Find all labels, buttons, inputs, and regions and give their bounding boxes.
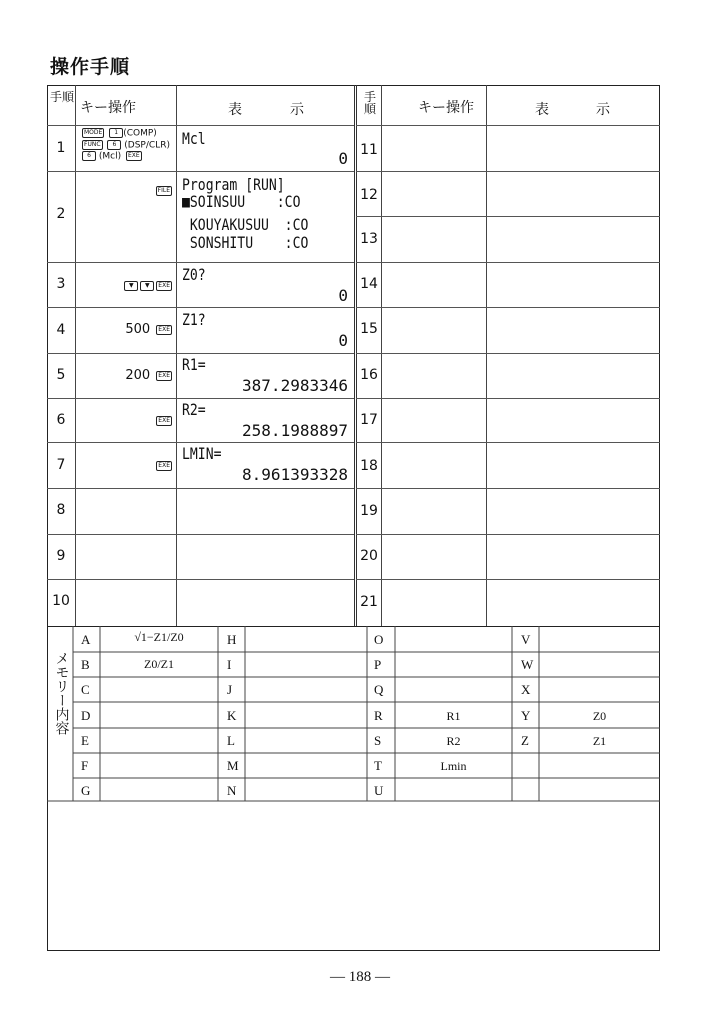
key-6-icon: 6 <box>82 151 96 161</box>
exe-key-icon: EXE <box>158 461 170 469</box>
mode-key-icon: MODE <box>84 129 103 136</box>
display-value: 8.961393328 <box>242 465 348 484</box>
memory-key-w: W <box>521 657 534 672</box>
display-text: R2= <box>182 400 206 419</box>
display-value: 387.2983346 <box>242 376 348 395</box>
exe-key-icon: EXE <box>158 416 170 424</box>
down-key-icon: ▼ <box>124 281 138 291</box>
step-no: 10 <box>52 593 70 609</box>
step-no: 3 <box>56 276 66 292</box>
exe-key-icon: EXE <box>158 371 170 379</box>
exe-key-icon: EXE <box>128 152 140 159</box>
file-key-icon: FILE <box>157 186 170 194</box>
display-value: 0 <box>338 331 348 350</box>
step4-keys: 500 EXE <box>125 322 170 337</box>
display-value: 0 <box>338 286 348 305</box>
header-display-right-2: 示 <box>596 102 610 118</box>
down-key-icon: ▼ <box>140 281 154 291</box>
step-no: 6 <box>56 412 66 428</box>
memory-key-z: Z <box>521 733 529 748</box>
step-no: 1 <box>56 140 66 156</box>
memory-key-p: P <box>374 657 382 672</box>
memory-value-y: Z0 <box>592 709 607 723</box>
step-no: 20 <box>360 548 378 564</box>
display-line: KOUYAKUSUU :CO <box>182 215 309 234</box>
page-title: 操作手順 <box>50 56 131 78</box>
memory-key-x: X <box>521 682 531 697</box>
display-value: 0 <box>338 149 348 168</box>
memory-key-c: C <box>81 682 90 697</box>
memory-key-j: J <box>227 682 233 697</box>
step-no: 17 <box>360 412 378 428</box>
memory-key-u: U <box>374 783 384 798</box>
display-text: R1= <box>182 355 206 374</box>
step-no: 11 <box>360 142 378 158</box>
memory-key-f: F <box>81 758 89 773</box>
step-no: 21 <box>360 594 378 610</box>
display-line: SONSHITU :CO <box>182 233 309 252</box>
exe-key-icon: EXE <box>158 325 170 333</box>
memory-key-h: H <box>227 632 237 647</box>
memory-key-y: Y <box>521 708 531 723</box>
header-display-right-1: 表 <box>535 102 549 118</box>
step-no: 12 <box>360 187 378 203</box>
header-display-1: 表 <box>228 102 242 118</box>
key-6-icon: 6 <box>107 140 121 150</box>
step-no: 18 <box>360 458 378 474</box>
header-key-right: キー操作 <box>418 100 474 116</box>
step-no: 14 <box>360 276 378 292</box>
display-line: Program [RUN] <box>182 175 285 194</box>
memory-key-g: G <box>81 783 91 798</box>
step-no: 16 <box>360 367 378 383</box>
page-number: — 188 — <box>330 969 390 985</box>
step-no: 2 <box>56 206 66 222</box>
memory-key-o: O <box>374 632 384 647</box>
display-text: Z0? <box>182 265 206 284</box>
memory-key-b: B <box>81 657 90 672</box>
memory-value-r: R1 <box>446 709 461 723</box>
header-display-2: 示 <box>290 102 304 118</box>
step5-keys: 200 EXE <box>125 368 170 383</box>
step-no: 9 <box>56 548 66 564</box>
step-no: 19 <box>360 503 378 519</box>
memory-key-k: K <box>227 708 237 723</box>
step-no: 8 <box>56 502 66 518</box>
step-no: 15 <box>360 321 378 337</box>
memory-key-s: S <box>374 733 382 748</box>
memory-value-b: Z0/Z1 <box>144 657 174 671</box>
header-key: キー操作 <box>80 100 136 116</box>
memory-value-a: √1−Z1/Z0 <box>134 630 184 644</box>
step-no: 7 <box>56 457 66 473</box>
memory-key-e: E <box>81 733 89 748</box>
memory-key-q: Q <box>374 682 384 697</box>
memory-key-t: T <box>374 758 382 773</box>
step-no: 13 <box>360 231 378 247</box>
memory-value-z: Z1 <box>592 734 607 748</box>
memory-value-t: Lmin <box>440 759 467 773</box>
memory-key-i: I <box>227 657 232 672</box>
step-no: 4 <box>56 322 66 338</box>
header-step-right: 手順 <box>363 90 376 116</box>
display-text: LMIN= <box>182 444 222 463</box>
display-text: Mcl <box>182 129 206 148</box>
exe-key-icon: EXE <box>158 281 170 289</box>
step-no: 5 <box>56 367 66 383</box>
step1-keys: MODE 1 (COMP) FUNC 6 (DSP/CLR) 6 (Mcl) EXE <box>84 128 170 162</box>
memory-key-a: A <box>81 632 91 647</box>
memory-label: メモリー内容 <box>53 651 70 735</box>
function-key-icon: FUNC <box>84 140 101 148</box>
memory-value-s: R2 <box>446 734 461 748</box>
display-text: Z1? <box>182 310 206 329</box>
header-step: 手順 <box>50 90 75 104</box>
memory-key-m: M <box>227 758 239 773</box>
memory-key-d: D <box>81 708 91 723</box>
display-value: 258.1988897 <box>242 421 348 440</box>
display-line: ■SOINSUU :CO <box>182 192 301 211</box>
memory-key-l: L <box>227 733 235 748</box>
key-1-icon: 1 <box>109 128 123 138</box>
memory-key-r: R <box>374 708 383 723</box>
memory-key-n: N <box>227 783 237 798</box>
memory-key-v: V <box>521 632 531 647</box>
